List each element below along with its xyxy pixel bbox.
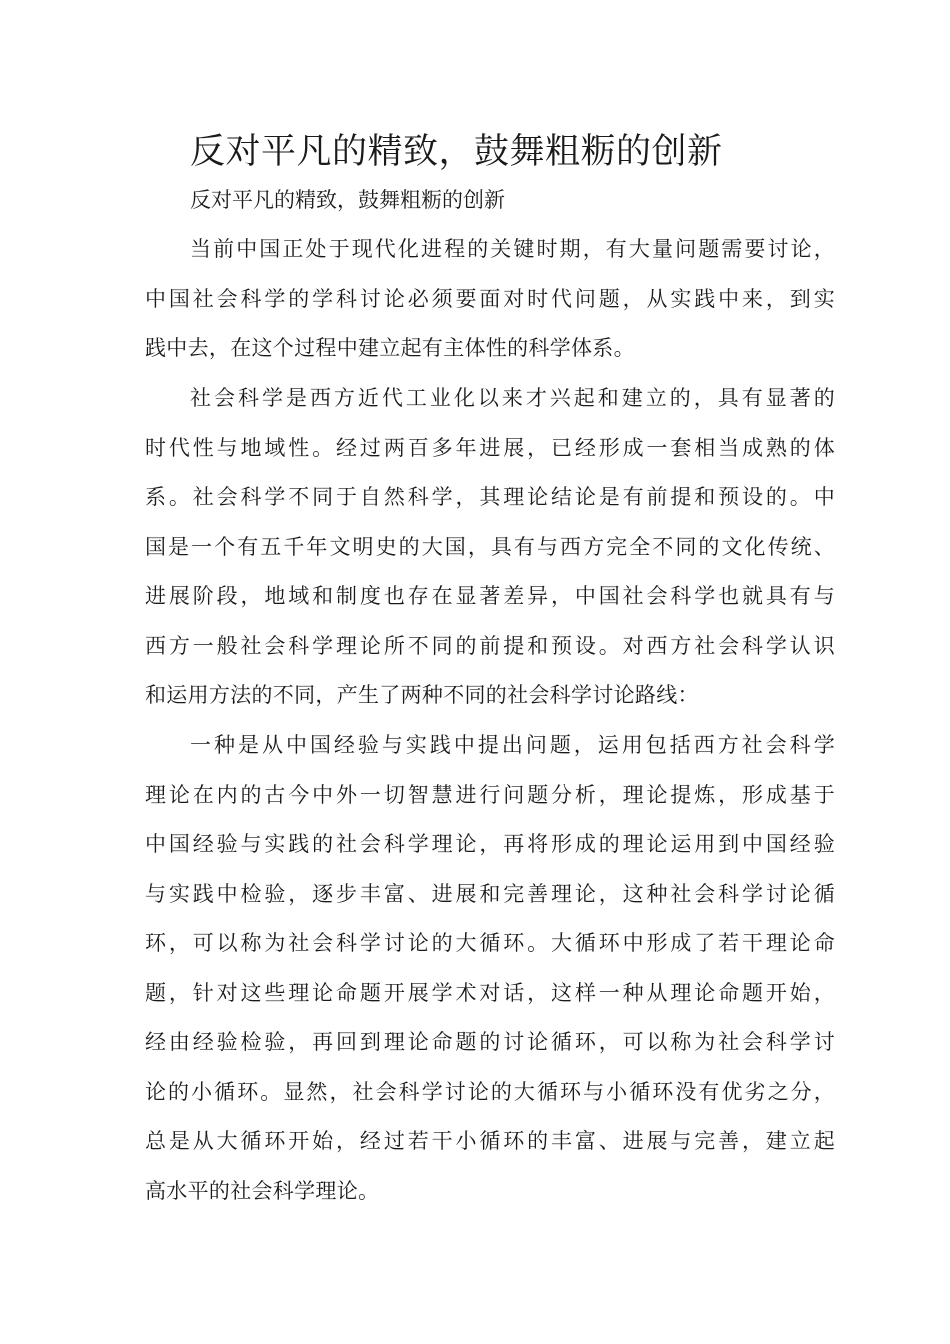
paragraph-line: 当前中国正处于现代化进程的关键时期，有大量问题需要讨论， [190, 237, 835, 261]
paragraph-line: 中国经验与实践的社会科学理论，再将形成的理论运用到中国经验 [145, 832, 835, 856]
paragraph-3 [145, 721, 835, 1216]
paragraph-line: 系。社会科学不同于自然科学，其理论结论是有前提和预设的。中 [145, 485, 835, 509]
paragraph-line: 论的小循环。显然，社会科学讨论的大循环与小循环没有优劣之分， [145, 1079, 835, 1104]
paragraph-line: 总是从大循环开始，经过若干小循环的丰富、进展与完善，建立起 [145, 1129, 835, 1153]
document-subtitle: 反对平凡的精致，鼓舞粗粝的创新 [190, 188, 505, 212]
paragraph-line: 时代性与地域性。经过两百多年进展，已经形成一套相当成熟的体 [145, 435, 835, 460]
paragraph-line: 环，可以称为社会科学讨论的大循环。大循环中形成了若干理论命 [145, 931, 835, 955]
paragraph-line: 一种是从中国经验与实践中提出问题，运用包括西方社会科学 [190, 733, 835, 757]
document-title: 反对平凡的精致，鼓舞粗粝的创新 [190, 132, 723, 172]
paragraph-line: 中国社会科学的学科讨论必须要面对时代问题，从实践中来，到实 [145, 286, 835, 311]
paragraph-1 [145, 225, 835, 374]
paragraph-line: 高水平的社会科学理论。 [145, 1178, 380, 1203]
paragraph-line: 和运用方法的不同，产生了两种不同的社会科学讨论路线： [145, 683, 699, 707]
paragraph-line: 践中去，在这个过程中建立起有主体性的科学体系。 [145, 336, 635, 360]
paragraph-line: 经由经验检验，再回到理论命题的讨论循环，可以称为社会科学讨 [145, 1030, 835, 1054]
paragraph-line: 进展阶段，地域和制度也存在显著差异，中国社会科学也就具有与 [145, 584, 835, 608]
paragraph-line: 国是一个有五千年文明史的大国，具有与西方完全不同的文化传统、 [145, 534, 835, 559]
paragraph-line: 题，针对这些理论命题开展学术对话，这样一种从理论命题开始， [145, 980, 835, 1005]
paragraph-line: 西方一般社会科学理论所不同的前提和预设。对西方社会科学认识 [145, 633, 835, 658]
paragraph-line: 理论在内的古今中外一切智慧进行问题分析，理论提炼，形成基于 [145, 782, 835, 807]
paragraph-2 [145, 374, 835, 721]
paragraph-line: 社会科学是西方近代工业化以来才兴起和建立的，具有显著的 [190, 386, 835, 410]
paragraph-line: 与实践中检验，逐步丰富、进展和完善理论，这种社会科学讨论循 [145, 881, 835, 906]
